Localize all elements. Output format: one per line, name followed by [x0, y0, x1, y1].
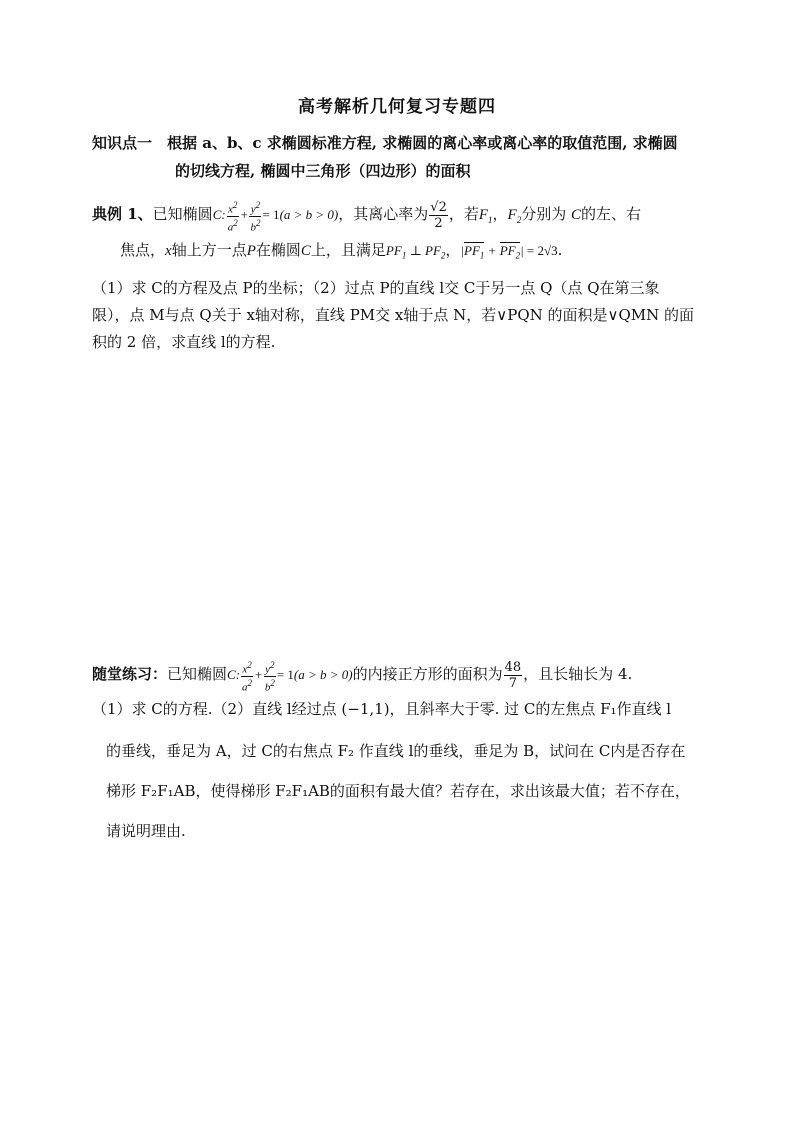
practice-line-3: 的垂线，垂足为 A，过 C的右焦点 F₂ 作直线 l的垂线，垂足为 B，试问在 C内是否存在: [106, 742, 686, 760]
practice-label: 随堂练习：: [92, 665, 168, 684]
focus-f1: $F_1$: [478, 207, 493, 226]
norm-value: = 2√3: [526, 243, 558, 258]
practice-line-5: 请说明理由.: [106, 822, 186, 840]
eccentricity-fraction: [429, 200, 448, 231]
example1-l2-b: 轴上方一点: [171, 241, 247, 259]
practice-ellipse-condition: (a > b > 0): [293, 667, 353, 683]
area-numerator: 48: [504, 659, 522, 675]
vector-norm-condition: $|PF_1 + PF_2|$: [460, 243, 527, 261]
example1-l2-e: ，: [445, 241, 461, 259]
foci-text-b: 分别为: [521, 205, 567, 224]
foci-text-a: ，若: [448, 205, 479, 224]
ellipse-condition: (a > b > 0): [279, 207, 339, 223]
perpendicular-condition: $PF_1$ ⊥ $PF_2$: [385, 243, 446, 261]
practice-line-1: [92, 659, 632, 693]
example1-l2-d: 上，且满足: [310, 241, 386, 259]
knowledge-point-label: 知识点一: [92, 134, 153, 152]
practice-line-4: 梯形 F₂F₁AB，使得梯形 F₂F₁AB的面积有最大值？若存在，求出该最大值；若不存在，: [106, 782, 690, 800]
eccentricity-numerator: √2: [430, 199, 447, 215]
example1-line-1: 典例 1、已知椭圆C: $\frac{x^2}{a^2}$ + $\frac{y^2}{b^2}$ = 1(a > b > 0)，其离心率为 $\frac{√2}{2}$ ，若$F_1$，$F_2$分别为 C的左、右: [92, 199, 642, 234]
focus-f2: $F_2$: [507, 207, 522, 226]
eccentricity-text: ，其离心率为: [338, 205, 429, 224]
ellipse-equation: C: $\frac{x^2}{a^2}$ + $\frac{y^2}{b^2}$ = 1: [212, 200, 280, 234]
area-denominator: 7: [508, 675, 518, 691]
example1-line-4: 限），点 M与点 Q关于 x轴对称，直线 PM交 x轴于点 N，若∨PQN 的面积是∨QMN 的面: [92, 306, 695, 324]
practice-area-text: 的内接正方形的面积为: [352, 665, 503, 684]
practice-line-2: （1）求 C的方程.（2）直线 l经过点 (−1,1)，且斜率大于零. 过 C的左焦点 F₁作直线 l: [92, 700, 672, 718]
page-title: 高考解析几何复习专题四: [298, 97, 496, 117]
example1-l2-c: 在椭圆: [255, 241, 301, 259]
foci-text-c: 的左、右: [581, 205, 642, 224]
example1-intro: 已知椭圆: [152, 205, 213, 224]
example1-l2-a: 焦点，: [120, 241, 166, 259]
example1-line-3: （1）求 C的方程及点 P的坐标；（2）过点 P的直线 l交 C于另一点 Q（点 Q在第三象: [92, 279, 660, 297]
example1-line-2: 焦点，x轴上方一点P在椭圆C上，且满足$PF_1$ ⊥ $PF_2$，$|PF_1 + PF_2| = 2√3$.: [120, 241, 563, 261]
practice-intro: 已知椭圆: [167, 665, 228, 684]
eccentricity-denominator: 2: [434, 215, 443, 231]
example1-label: 典例 1、: [92, 205, 153, 224]
practice-ellipse-equation: C: $\frac{x^2}{a^2}$ + $\frac{y^2}{b^2}$ = 1: [227, 660, 294, 694]
practice-major-axis-text: ，且长轴长为 4.: [523, 665, 633, 684]
square-area-fraction: [504, 660, 523, 691]
knowledge-point-text-1: 根据 a、b、c 求椭圆标准方程, 求椭圆的离心率或离心率的取值范围, 求椭圆: [167, 134, 678, 152]
knowledge-point-line-2: 的切线方程, 椭圆中三角形（四边形）的面积: [175, 162, 471, 180]
knowledge-point-line-1: [92, 132, 678, 154]
example1-line-5: 积的 2 倍，求直线 l的方程.: [92, 333, 276, 351]
